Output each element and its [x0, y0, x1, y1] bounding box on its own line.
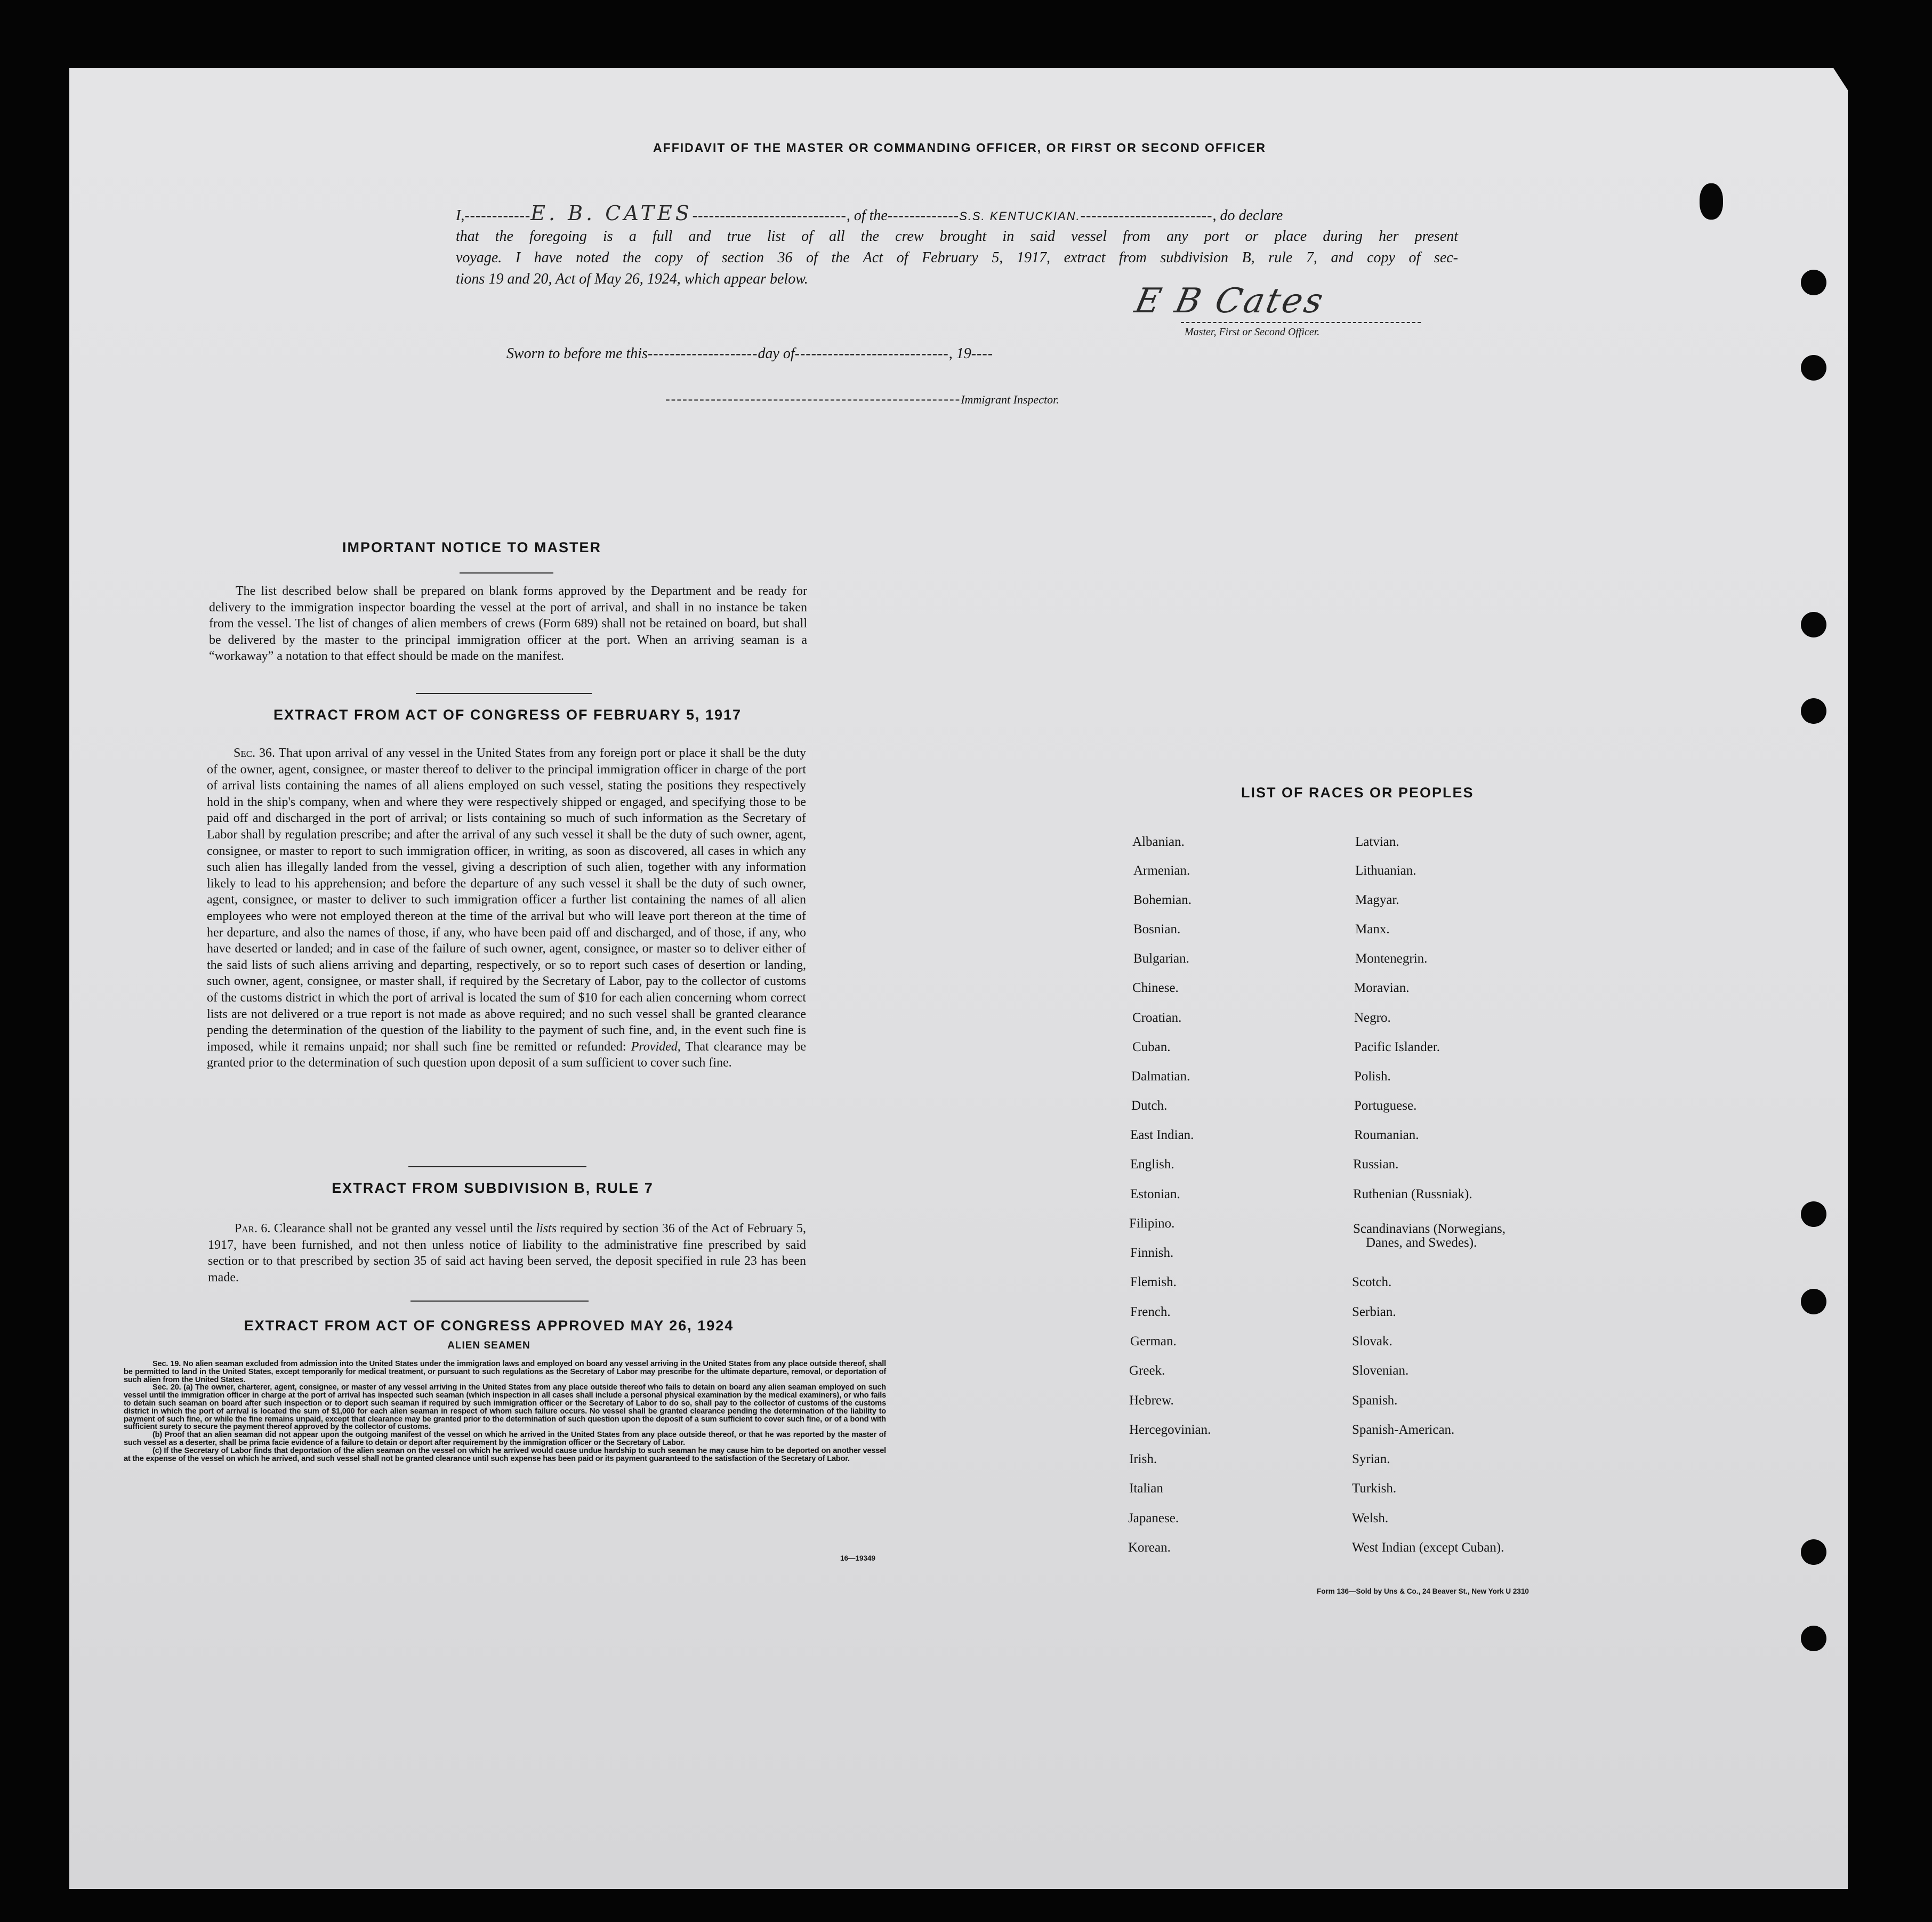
extract-1917-text [207, 745, 806, 1071]
race-item: Moravian. [1354, 981, 1410, 995]
race-item: Syrian. [1352, 1452, 1390, 1466]
race-item: East Indian. [1130, 1128, 1194, 1142]
divider [460, 572, 553, 574]
sec-19-label: Sec. 19. [152, 1360, 181, 1368]
day-of-label: day of [758, 345, 795, 362]
rule7-heading: EXTRACT FROM SUBDIVISION B, RULE 7 [332, 1180, 654, 1196]
race-item: Dutch. [1131, 1099, 1168, 1113]
race-item: Scotch. [1352, 1275, 1392, 1289]
declaration-line: I,------------E. B. CATES----------------------------, of the-------------S.S. KENTUCKIAN.------------------------, do declare [456, 201, 1283, 225]
par-6-label: Par. 6. [235, 1222, 271, 1235]
notice-heading: IMPORTANT NOTICE TO MASTER [342, 539, 601, 555]
race-item: Spanish. [1352, 1393, 1398, 1408]
race-item: Albanian. [1132, 835, 1185, 849]
race-item: Magyar. [1355, 893, 1399, 907]
rule7-text-after: required by section 36 of the Act of February 5, 1917, have been furnished, and not then unless notice of liability to the administrative fine prescribed by said section or to that prescribed by section 35 of said act having been served, the deposit specified in rule 23 has been made. [208, 1222, 807, 1285]
race-item: Pacific Islander. [1354, 1040, 1440, 1054]
punch-hole [1801, 612, 1826, 637]
punch-hole [1801, 1626, 1826, 1651]
race-item: Montenegrin. [1355, 951, 1428, 966]
race-item: Hercegovinian. [1129, 1423, 1211, 1437]
sworn-label: Sworn to before me this [506, 345, 648, 362]
affidavit-statement [456, 226, 1458, 290]
race-item: Croatian. [1132, 1011, 1182, 1025]
form-imprint: Form 136—Sold by Uns & Co., 24 Beaver St., New York U 2310 [1317, 1587, 1529, 1595]
sec-20c-paragraph: (c) If the Secretary of Labor finds that deportation of the alien seaman on the vessel on which he arrived would cause undue hardship to such seaman he may cause him to be deported on another vessel at the expense of the vessel on which he arrived, and such vessel shall not be granted clearance until such expense has been paid or its payment guaranteed to the satisfaction of the Secretary of Labor. [124, 1446, 886, 1463]
of-the-label: , of the [846, 207, 888, 224]
race-item: Japanese. [1128, 1511, 1179, 1525]
rule7-text-before: Clearance shall not be granted any vessel until the [273, 1222, 533, 1235]
race-item: Spanish-American. [1352, 1423, 1455, 1437]
race-item: Korean. [1128, 1540, 1171, 1555]
race-item: Welsh. [1352, 1511, 1389, 1525]
race-item: Chinese. [1132, 981, 1179, 995]
do-declare-label: , do declare [1212, 207, 1283, 224]
alien-seamen-subheading: ALIEN SEAMEN [447, 1340, 530, 1351]
race-item: German. [1130, 1334, 1177, 1348]
ink-blot [1700, 183, 1723, 220]
race-item: English. [1130, 1157, 1174, 1172]
race-item: Irish. [1129, 1452, 1157, 1466]
signature-caption: Master, First or Second Officer. [1185, 326, 1320, 338]
punch-hole [1801, 698, 1826, 724]
race-item: Bosnian. [1133, 922, 1181, 936]
race-item: Flemish. [1130, 1275, 1177, 1289]
inspector-line: ----------------------------------------------------Immigrant Inspector. [665, 391, 1059, 407]
races-heading: LIST OF RACES OR PEOPLES [1241, 785, 1474, 801]
race-item: Danes, and Swedes). [1366, 1235, 1477, 1250]
race-item: Lithuanian. [1355, 863, 1416, 878]
extract-1924-text [124, 1360, 886, 1463]
proviso-label: Provided, [631, 1039, 681, 1054]
ship-name: S.S. KENTUCKIAN. [959, 209, 1081, 223]
sec-36-text: That upon arrival of any vessel in the United States from any foreign port or place it shall be the duty of the owner, agent, consignee, or master thereof to deliver to the principal immigration officer in charge of the port of arrival lists containing the names of all aliens employed on such vessel, stating the positions they respectively hold in the ship's company, when and where they were respectively shipped or engaged, and specifying those to be paid off and discharged in the port of arrival; or lists containing so much of such information as the Secretary of Labor shall by regulation prescribe; and after the arrival of any such vessel it shall be the duty of such owner, agent, consignee, or master to report to such immigration officer, in writing, as soon as discovered, all cases in which any such alien has illegally landed from the vessel, giving a description of such alien, together with any information likely to lead to his apprehension; and before the departure of any such vessel it shall be the duty of such owner, agent, consignee, or master to deliver to such immigration officer a further list containing the names of all alien employees who were not employed thereon at the time of the arrival but who will leave port thereon at the time of her departure, and also the names of those, if any, who have been paid off and discharged, and of those, if any, who have deserted or landed; and in case of the failure of such owner, agent, consignee, or master so to deliver either of the said lists of such aliens arriving and departing, respectively, or so to report such cases of desertion or landing, such owner, agent, consignee, or master shall, if required by the Secretary of Labor, pay to the collector of customs of the customs district in which the port of arrival is located the sum of $10 for each alien concerning whom correct lists are not delivered or a true report is not made as above required; and no such vessel shall be granted clearance pending the determination of the question of the liability to the payment of such fine, and, in the event such fine is imposed, while it remains unpaid; nor shall such fine be remitted or refunded: [207, 746, 806, 1054]
race-item: Dalmatian. [1131, 1069, 1190, 1084]
divider [410, 1301, 589, 1302]
race-item: French. [1130, 1305, 1171, 1319]
lists-word: lists [536, 1222, 557, 1235]
punch-hole [1801, 1289, 1826, 1314]
race-item: Russian. [1353, 1157, 1399, 1172]
race-item: Bulgarian. [1133, 951, 1189, 966]
sec-19-text: No alien seaman excluded from admission into the United States under the immigration laws and employed on board any vessel arriving in the United States from any place outside thereof, shall be permitted to land in the United States, except temporarily for medical treatment, or pursuant to such regulations as the Secretary of Labor may prescribe for the ultimate departure, removal, or deportation of such alien from the United States. [124, 1360, 886, 1384]
divider [408, 1166, 586, 1167]
punch-hole [1801, 1201, 1826, 1227]
extract-1924-heading: EXTRACT FROM ACT OF CONGRESS APPROVED MAY 26, 1924 [244, 1318, 734, 1334]
master-signature: E B Cates [1131, 281, 1329, 321]
race-item: Turkish. [1352, 1481, 1397, 1496]
affidavit-title: AFFIDAVIT OF THE MASTER OR COMMANDING OFFICER, OR FIRST OR SECOND OFFICER [653, 141, 1266, 155]
race-item: Bohemian. [1133, 893, 1192, 907]
form-number: 16—19349 [840, 1554, 876, 1562]
race-item: Roumanian. [1354, 1128, 1419, 1142]
race-item: Ruthenian (Russniak). [1353, 1187, 1472, 1201]
race-item: Hebrew. [1129, 1393, 1174, 1408]
race-item: Armenian. [1133, 863, 1190, 878]
race-item: Latvian. [1355, 835, 1399, 849]
i-label: I, [456, 207, 465, 224]
sec-20a-text: (a) The owner, charterer, agent, consignee, or master of any vessel arriving in the United States from any place outside thereof who fails to detain on board any alien seaman employed on such vessel until the immigration officer in charge at the port of arrival has inspected such seaman (which inspection in all cases shall include a personal physical examination by the medical examiners), or who fails to detain such seaman on board after such inspection or to deport such seaman if required by such immigration officer or the Secretary of Labor to do so, shall pay to the collector of customs of the customs district in which the port of arrival is located the sum of $1,000 for each alien seaman in respect of whom such failure occurs. No vessel shall be granted clearance pending the determination of the liability to payment of such fine, or while the fine remains unpaid, except that clearance may be granted prior to the determination of such question upon the deposit of a sum sufficient to cover such fine, or of a bond with sufficient surety to secure the payment thereof approved by the collector of customs. [124, 1383, 886, 1432]
race-item: Finnish. [1130, 1246, 1174, 1260]
notice-text: The list described below shall be prepared on blank forms approved by the Department and be ready for delivery to the immigration inspector boarding the vessel at the port of arrival, and shall in no instance be taken from the vessel. The list of changes of alien members of crews (Form 689) shall not be retained on board, but shall be delivered by the master to the principal immigration officer at the port. When an arriving seaman is a “workaway” a notation to that effect should be made on the manifest. [209, 584, 807, 664]
race-item: Estonian. [1130, 1187, 1180, 1201]
sec-20b-paragraph: (b) Proof that an alien seaman did not appear upon the outgoing manifest of the vessel on which he arrived in the United States from any place outside thereof, or that he was reported by the master of such vessel as a deserter, shall be prima facie evidence of a failure to detain or deport after requirement by the immigration officer or the Secretary of Labor. [124, 1431, 886, 1447]
race-item: Serbian. [1352, 1305, 1396, 1319]
proviso-text: That clearance may be granted prior to the determination of such question upon deposit of a sum sufficient to cover such fine. [207, 1039, 807, 1070]
punch-hole [1801, 1539, 1826, 1565]
race-item: Greek. [1129, 1363, 1165, 1378]
year-label: , 19 [948, 345, 971, 362]
statement-line: that the foregoing is a full and true list of all the crew brought in said vessel from any port or place during her present [456, 228, 1458, 245]
race-item: Portuguese. [1354, 1099, 1417, 1113]
race-item: Polish. [1354, 1069, 1391, 1084]
race-item: Negro. [1354, 1011, 1391, 1025]
race-item: Slovak. [1352, 1334, 1392, 1348]
master-name: E. B. CATES [530, 201, 693, 225]
race-item: Filipino. [1129, 1216, 1175, 1231]
sec-19-paragraph [124, 1360, 886, 1384]
extract-1917-heading: EXTRACT FROM ACT OF CONGRESS OF FEBRUARY 5, 1917 [273, 707, 742, 723]
race-item: Scandinavians (Norwegians, [1353, 1222, 1506, 1236]
sec-20-label: Sec. 20. [152, 1383, 181, 1392]
statement-line: tions 19 and 20, Act of May 26, 1924, which appear below. [456, 271, 808, 287]
rule7-text [208, 1221, 806, 1286]
sec-20a-paragraph [124, 1384, 886, 1431]
race-item: West Indian (except Cuban). [1352, 1540, 1504, 1555]
inspector-label: Immigrant Inspector. [961, 393, 1059, 406]
punch-hole [1801, 270, 1826, 295]
race-item: Slovenian. [1352, 1363, 1409, 1378]
race-item: Cuban. [1132, 1040, 1171, 1054]
race-item: Italian [1129, 1481, 1163, 1496]
divider [416, 693, 592, 694]
sec-36-label: Sec. 36. [234, 746, 275, 760]
race-item: Manx. [1355, 922, 1390, 936]
statement-line: voyage. I have noted the copy of section 36 of the Act of February 5, 1917, extract from subdivision B, rule 7, and copy of sec- [456, 249, 1458, 266]
punch-hole [1801, 355, 1826, 381]
sworn-line: Sworn to before me this--------------------day of----------------------------, 19---- [506, 345, 994, 362]
